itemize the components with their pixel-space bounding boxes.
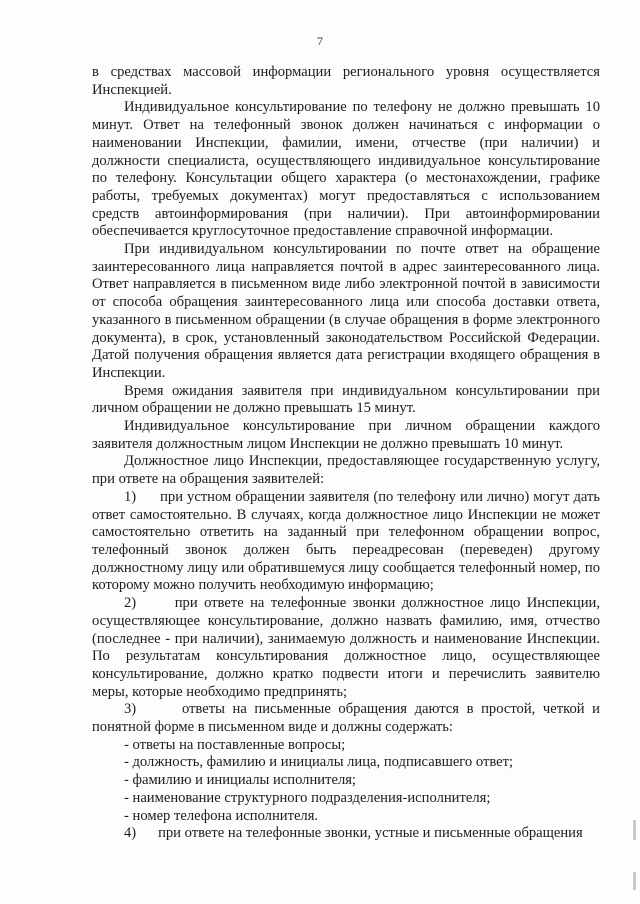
scan-edge-mark	[633, 820, 636, 840]
list-item-number: 3)	[124, 701, 137, 718]
list-item	[92, 489, 600, 595]
list-item-number: 4)	[124, 825, 137, 842]
bullet-list	[92, 737, 600, 826]
paragraph: Индивидуальное консультирование при личном обращении каждого заявителя должностным лицом Инспекции не должно превышать 10 минут.	[92, 418, 600, 452]
bullet-item: - номер телефона исполнителя.	[124, 807, 319, 824]
page-number: 7	[317, 34, 323, 48]
list-item-number: 2)	[124, 595, 137, 612]
list-item-text: при устном обращении заявителя (по телефону или лично) могут дать ответ самостоятельно. В случаях, когда должностное лицо Инспекции не может самостоятельно ответить на заданный при телефонном обращении вопрос, телефонный звонок должен быть переадресован (переведен) другому должностному лицу или обратившемуся лицу сообщается телефонный номер, по которому можно получить необходимую информацию;	[92, 488, 600, 594]
paragraph: Время ожидания заявителя при индивидуальном консультировании при личном обращении не должно превышать 15 минут.	[92, 382, 600, 417]
list-item	[92, 701, 600, 736]
list-item	[92, 595, 600, 701]
document-body	[92, 64, 600, 843]
paragraph: При индивидуальном консультировании по почте ответ на обращение заинтересованного лица направляется почтой в адрес заинтересованного лица. Ответ направляется в письменном виде либо электронной почтой в зависимости от способа обращения заинтересованного лица или способа доставки ответа, указанного в письменном обращении (в случае обращения в форме электронного документа), в срок, установленный законодательством Российской Федерации. Датой получения обращения является дата регистрации входящего обращения в Инспекции.	[92, 241, 600, 381]
bullet-item: - фамилию и инициалы исполнителя;	[124, 772, 356, 789]
bullet-item: - ответы на поставленные вопросы;	[124, 736, 346, 753]
list-item-text: ответы на письменные обращения даются в простой, четкой и понятной форме в письменном виде и должны содержать:	[92, 701, 600, 736]
paragraph: Индивидуальное консультирование по телефону не должно превышать 10 минут. Ответ на телефонный звонок должен начинаться с информации о наименовании Инспекции, фамилии, имени, отчестве (при наличии) и должности специалиста, осуществляющего индивидуальное консультирование по телефону. Консультации общего характера (о местонахождении, графике работы, требуемых документах) могут предоставляться с использованием средств автоинформирования (при наличии). При автоинформировании обеспечивается круглосуточное предоставление справочной информации.	[92, 99, 600, 240]
paragraph: Должностное лицо Инспекции, предоставляющее государственную услугу, при ответе на обращения заявителей:	[92, 453, 600, 488]
scan-edge-mark	[633, 872, 636, 890]
bullet-item: - должность, фамилию и инициалы лица, подписавшего ответ;	[124, 754, 514, 771]
paragraph: в средствах массовой информации регионального уровня осуществляется Инспекцией.	[92, 64, 600, 98]
list-item	[92, 825, 600, 843]
list-item-text: при ответе на телефонные звонки должностное лицо Инспекции, осуществляющее консультирование, должно назвать фамилию, имя, отчество (последнее - при наличии), занимаемую должность и наименование Инспекции. По результатам консультирования должностное лицо, осуществляющее консультирование, должно кратко подвести итоги и перечислить заявителю меры, которые необходимо предпринять;	[92, 595, 601, 700]
list-item-text: при ответе на телефонные звонки, устные и письменные обращения	[158, 825, 583, 842]
list-item-number: 1)	[124, 488, 137, 505]
bullet-item: - наименование структурного подразделения-исполнителя;	[124, 789, 491, 806]
